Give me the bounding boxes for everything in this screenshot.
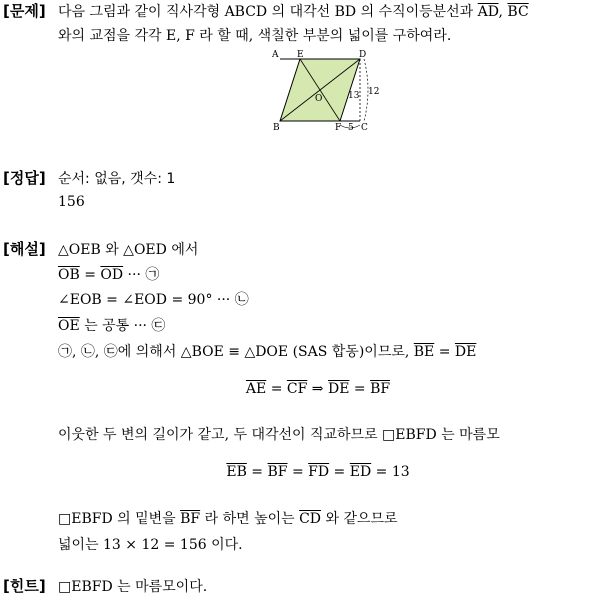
explanation-line4: $\overline{OE}$ 는 공통 ··· ㉢ xyxy=(58,318,166,334)
answer-line1: 순서: 없음, 갯수: 1 xyxy=(58,171,176,187)
explanation-line8: $\overline{EB} = \overline{BF} = \overline{FD} = \overline{ED} = 13$ xyxy=(226,464,410,480)
explanation-line1: △OEB 와 △OED 에서 xyxy=(58,242,199,258)
problem-text-line2: 와의 교점을 각각 E, F 라 할 때, 색칠한 부분의 넓이를 구하여라. xyxy=(58,28,452,44)
label-E: E xyxy=(297,50,304,60)
explanation-line3: ∠EOB = ∠EOD = 90° ··· ㉡ xyxy=(58,292,249,308)
hint-text: □EBFD 는 마름모이다. xyxy=(58,579,208,595)
rectangle-figure xyxy=(268,47,388,132)
hint-label: [힌트] xyxy=(3,577,46,595)
length-13: 13 xyxy=(348,91,360,101)
explanation-line6: $\overline{AE} = \overline{CF}$ ⇒ $\overline{DE} = \overline{BF}$ xyxy=(245,381,391,397)
explanation-label: [해설] xyxy=(3,240,46,258)
label-B: B xyxy=(273,123,280,132)
problem-text-line1: 다음 그림과 같이 직사각형 ABCD 의 대각선 BD 의 수직이등분선과 $\overline{AD}$, $\overline{BC}$ xyxy=(58,4,529,20)
label-F: F xyxy=(335,123,342,132)
explanation-line7: 이웃한 두 변의 길이가 같고, 두 대각선이 직교하므로 □EBFD 는 마름모 xyxy=(58,427,500,443)
answer-value: 156 xyxy=(58,194,85,210)
label-A: A xyxy=(272,50,279,60)
explanation-line5: ㉠, ㉡, ㉢에 의해서 △BOE ≡ △DOE (SAS 합동)이므로, $\overline{BE} = \overline{DE}$ xyxy=(58,344,477,360)
explanation-line2: $\overline{OB} = \overline{OD}$ ··· ㉠ xyxy=(58,267,160,283)
problem-label: [문제] xyxy=(3,2,46,20)
label-O: O xyxy=(315,94,323,104)
length-12: 12 xyxy=(368,87,380,97)
label-C: C xyxy=(361,123,368,132)
explanation-line9: □EBFD 의 밑변을 $\overline{BF}$ 라 하면 높이는 $\overline{CD}$ 와 같으므로 xyxy=(58,511,398,527)
label-D: D xyxy=(359,50,367,60)
explanation-line10: 넓이는 13 × 12 = 156 이다. xyxy=(58,537,243,553)
answer-label: [정답] xyxy=(3,169,46,187)
length-5: 5 xyxy=(348,123,354,132)
